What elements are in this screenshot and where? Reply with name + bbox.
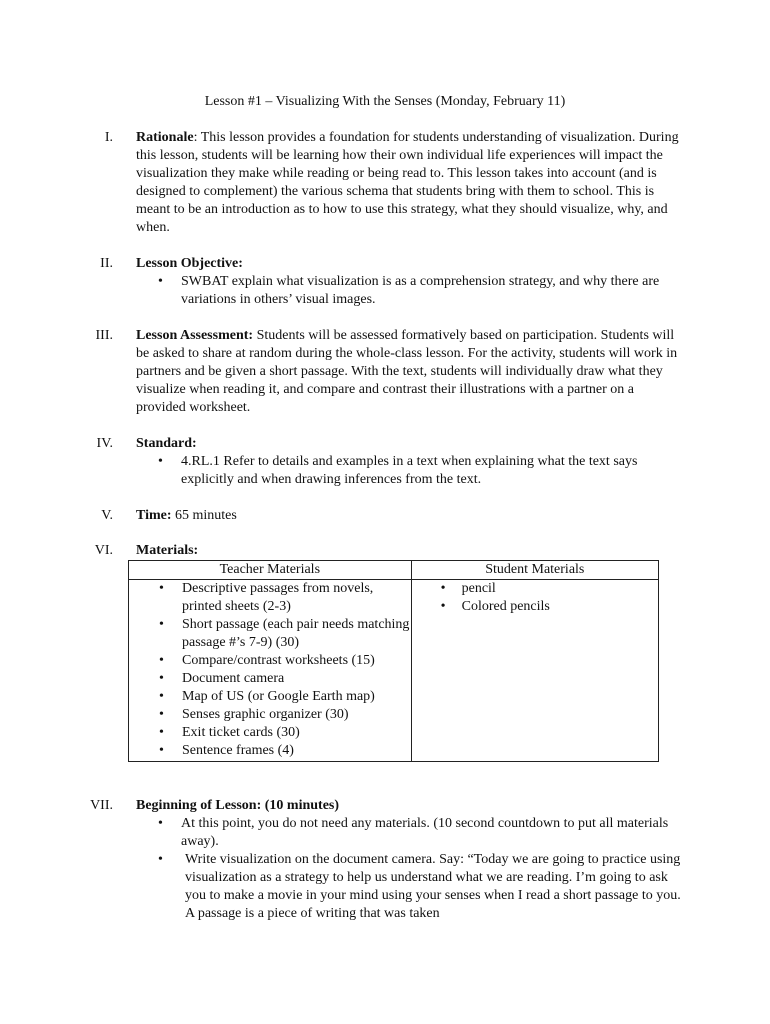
rationale-text: : This lesson provides a foundation for students understanding of visualization. During this lesson, students will be learning how their own individual life experiences will impact the visualization they make while reading or being read to. This lesson takes into account (and is designed to complement) the various schema that students bring with them to school. This is meant to be an introduction as to how to use this strategy, what they should visualize, why, and when. (136, 130, 679, 235)
section-numeral: V. (101, 508, 113, 523)
table-header-row (129, 561, 659, 580)
section-numeral: II. (100, 256, 113, 271)
section-numeral: III. (95, 328, 113, 343)
section-body (136, 797, 684, 923)
teacher-materials-cell (129, 580, 412, 762)
section-body (136, 255, 684, 309)
section-numeral: VII. (90, 798, 113, 813)
materials-table (128, 560, 659, 762)
section-heading: Time: (136, 508, 172, 523)
section-numeral: IV. (96, 436, 113, 451)
beginning-list (136, 815, 684, 923)
section-heading: Standard: (136, 436, 197, 451)
list-item: • Short passage (each pair needs matching passage #’s 7-9) (30) (129, 616, 411, 652)
section-body (136, 542, 684, 560)
student-materials-cell (411, 580, 658, 762)
section-heading: Materials: (136, 543, 199, 558)
list-item: • At this point, you do not need any materials. (10 second countdown to put all materials away). (136, 815, 684, 851)
section-heading: Rationale (136, 130, 194, 145)
objective-list (136, 273, 684, 309)
list-item: • pencil (412, 580, 658, 598)
list-item: • Senses graphic organizer (30) (129, 706, 411, 724)
student-materials-header: Student Materials (411, 561, 658, 580)
list-item: • Colored pencils (412, 598, 658, 616)
student-materials-list (412, 580, 658, 616)
section-body (136, 129, 684, 237)
section-body (136, 507, 684, 525)
list-item: • Descriptive passages from novels, printed sheets (2-3) (129, 580, 411, 616)
time-text: 65 minutes (171, 508, 237, 523)
standard-list (136, 453, 684, 489)
list-item: • Sentence frames (4) (129, 742, 411, 760)
list-item: • 4.RL.1 Refer to details and examples in a text when explaining what the text says explicitly and when drawing inferences from the text. (136, 453, 684, 489)
list-item: • Compare/contrast worksheets (15) (129, 652, 411, 670)
section-body (136, 327, 684, 417)
list-item: • Map of US (or Google Earth map) (129, 688, 411, 706)
list-item: • Exit ticket cards (30) (129, 724, 411, 742)
section-heading: Lesson Assessment: (136, 328, 254, 343)
section-heading: Lesson Objective: (136, 256, 243, 271)
teacher-materials-list (129, 580, 411, 760)
section-numeral: I. (104, 130, 113, 145)
teacher-materials-header: Teacher Materials (129, 561, 412, 580)
lesson-title: Lesson #1 – Visualizing With the Senses (Monday, February 11) (204, 94, 566, 109)
table-row (129, 580, 659, 762)
list-item: • Write visualization on the document camera. Say: “Today we are going to practice using visualization as a strategy to help us understand what we are reading. I’m going to ask you to make a movie in your mind using your senses when I read a short passage to you. A passage is a piece of writing that was taken (136, 851, 684, 923)
section-heading: Beginning of Lesson: (10 minutes) (136, 798, 340, 813)
list-item: • Document camera (129, 670, 411, 688)
list-item: • SWBAT explain what visualization is as a comprehension strategy, and why there are variations in others’ visual images. (136, 273, 684, 309)
section-body (136, 435, 684, 489)
section-numeral: VI. (94, 543, 113, 558)
assessment-text: Students will be assessed formatively based on participation. Students will be asked to share at random during the whole-class lesson. For the activity, students will work in partners and be given a short passage. With the text, students will individually draw what they visualize when reading it, and compare and contrast their illustrations with a partner on a provided worksheet. (136, 328, 678, 415)
